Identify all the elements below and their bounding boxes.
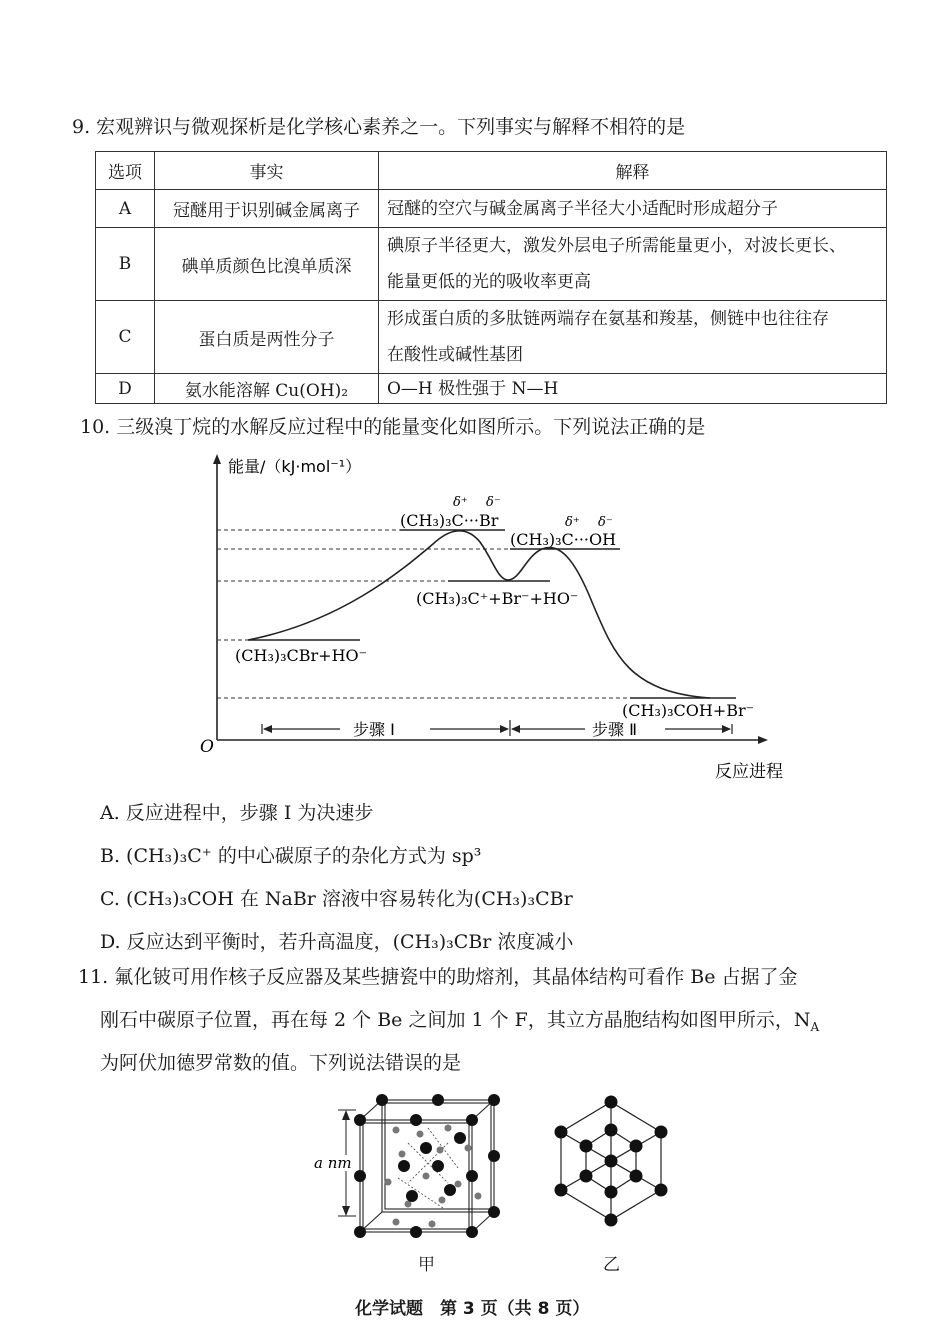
- row-option: A: [96, 190, 155, 228]
- beryllium-atoms: [354, 1094, 500, 1238]
- row-explanation: [379, 190, 887, 228]
- step2-label: 步骤 Ⅱ: [592, 720, 637, 739]
- y-axis-label: 能量/（kJ·mol⁻¹）: [228, 457, 362, 476]
- crystal-cell-figure: [308, 1088, 528, 1238]
- x-axis-label: 反应进程: [715, 762, 783, 782]
- header-explanation: 解释: [379, 152, 887, 190]
- row-option: D: [96, 374, 155, 404]
- header-fact: 事实: [155, 152, 379, 190]
- explanation-line: 碘原子半径更大，激发外层电子所需能量更小，对波长更长、: [387, 236, 846, 256]
- q10-option-b: B. (CH₃)₃C⁺ 的中心碳原子的杂化方式为 sp³: [100, 845, 482, 867]
- q9-table: [95, 151, 887, 404]
- step1-label: 步骤 Ⅰ: [353, 720, 395, 739]
- origin-label: O: [200, 737, 214, 757]
- row-option: B: [96, 228, 155, 301]
- product-label: (CH₃)₃COH+Br⁻: [622, 701, 755, 720]
- header-option: 选项: [96, 152, 155, 190]
- q9-stem: 9. 宏观辨识与微观探析是化学核心素养之一。下列事实与解释不相符的是: [72, 116, 686, 138]
- table-row: [96, 374, 887, 404]
- q10-option-d: D. 反应达到平衡时，若升高温度，(CH₃)₃CBr 浓度减小: [100, 931, 574, 953]
- q10-option-c: C. (CH₃)₃COH 在 NaBr 溶液中容易转化为(CH₃)₃CBr: [100, 888, 573, 910]
- ts2-charge-plus: δ⁺: [565, 515, 580, 530]
- explanation-line: 冠醚的空穴与碱金属离子半径大小适配时形成超分子: [387, 198, 778, 219]
- row-explanation: [379, 301, 887, 374]
- q11-line-1: 11. 氟化铍可用作核子反应器及某些搪瓷中的助熔剂，其晶体结构可看作 Be 占据了金: [78, 966, 798, 988]
- na-subscript: A: [810, 1019, 820, 1034]
- reactant-label: (CH₃)₃CBr+HO⁻: [235, 646, 368, 665]
- ts2-label: (CH₃)₃C···OH: [510, 530, 617, 549]
- energy-profile-diagram: [190, 452, 810, 792]
- x-axis-arrow: [758, 736, 768, 744]
- explanation-line: 形成蛋白质的多肽链两端存在氨基和羧基，侧链中也往往存: [387, 309, 829, 329]
- explanation-line: 在酸性或碱性基团: [387, 345, 523, 365]
- row-fact: 碘单质颜色比溴单质深: [155, 228, 379, 301]
- page-footer: 化学试题 第 3 页（共 8 页）: [355, 1299, 590, 1319]
- table-row: [96, 228, 887, 301]
- dim-arrow-top: [342, 1110, 350, 1120]
- row-option: C: [96, 301, 155, 374]
- row-explanation: [379, 228, 887, 301]
- energy-curve: [248, 531, 710, 698]
- q11-line-3: 为阿伏加德罗常数的值。下列说法错误的是: [100, 1052, 462, 1074]
- dim-arrow-bottom: [342, 1206, 350, 1216]
- step2-arrowhead-left: [511, 725, 520, 733]
- row-explanation: [379, 374, 887, 404]
- q10-option-a: A. 反应进程中，步骤 Ⅰ 为决速步: [100, 802, 374, 824]
- ts1-label: (CH₃)₃C···Br: [400, 511, 499, 530]
- step2-arrowhead-right: [722, 725, 731, 733]
- fig1-caption: 甲: [418, 1255, 435, 1275]
- row-fact: 冠醚用于识别碱金属离子: [155, 190, 379, 228]
- row-fact: 氨水能溶解 Cu(OH)₂: [155, 374, 379, 404]
- explanation-line: O—H 极性强于 N—H: [387, 378, 559, 399]
- y-axis-arrow: [213, 454, 221, 464]
- projection-figure: [548, 1092, 678, 1232]
- ts2-charge-minus: δ⁻: [598, 515, 613, 530]
- table-row: [96, 301, 887, 374]
- explanation-line: 能量更低的光的吸收率更高: [387, 272, 591, 292]
- step1-arrowhead-left: [263, 725, 272, 733]
- step1-arrowhead-right: [500, 725, 509, 733]
- row-fact: 蛋白质是两性分子: [155, 301, 379, 374]
- table-header-row: [96, 152, 887, 190]
- ts1-charge-plus: δ⁺: [453, 495, 468, 510]
- q10-stem: 10. 三级溴丁烷的水解反应过程中的能量变化如图所示。下列说法正确的是: [80, 416, 706, 438]
- q11-line-2-text: 刚石中碳原子位置，再在每 2 个 Be 之间加 1 个 F，其立方晶胞结构如图甲所示，N: [100, 1009, 811, 1031]
- table-row: [96, 190, 887, 228]
- fig2-caption: 乙: [603, 1255, 620, 1275]
- ts1-charge-minus: δ⁻: [486, 495, 501, 510]
- cell-dimension-label: a nm: [314, 1154, 352, 1172]
- intermediate-label: (CH₃)₃C⁺+Br⁻+HO⁻: [416, 589, 579, 608]
- q11-line-2: [100, 1000, 819, 1048]
